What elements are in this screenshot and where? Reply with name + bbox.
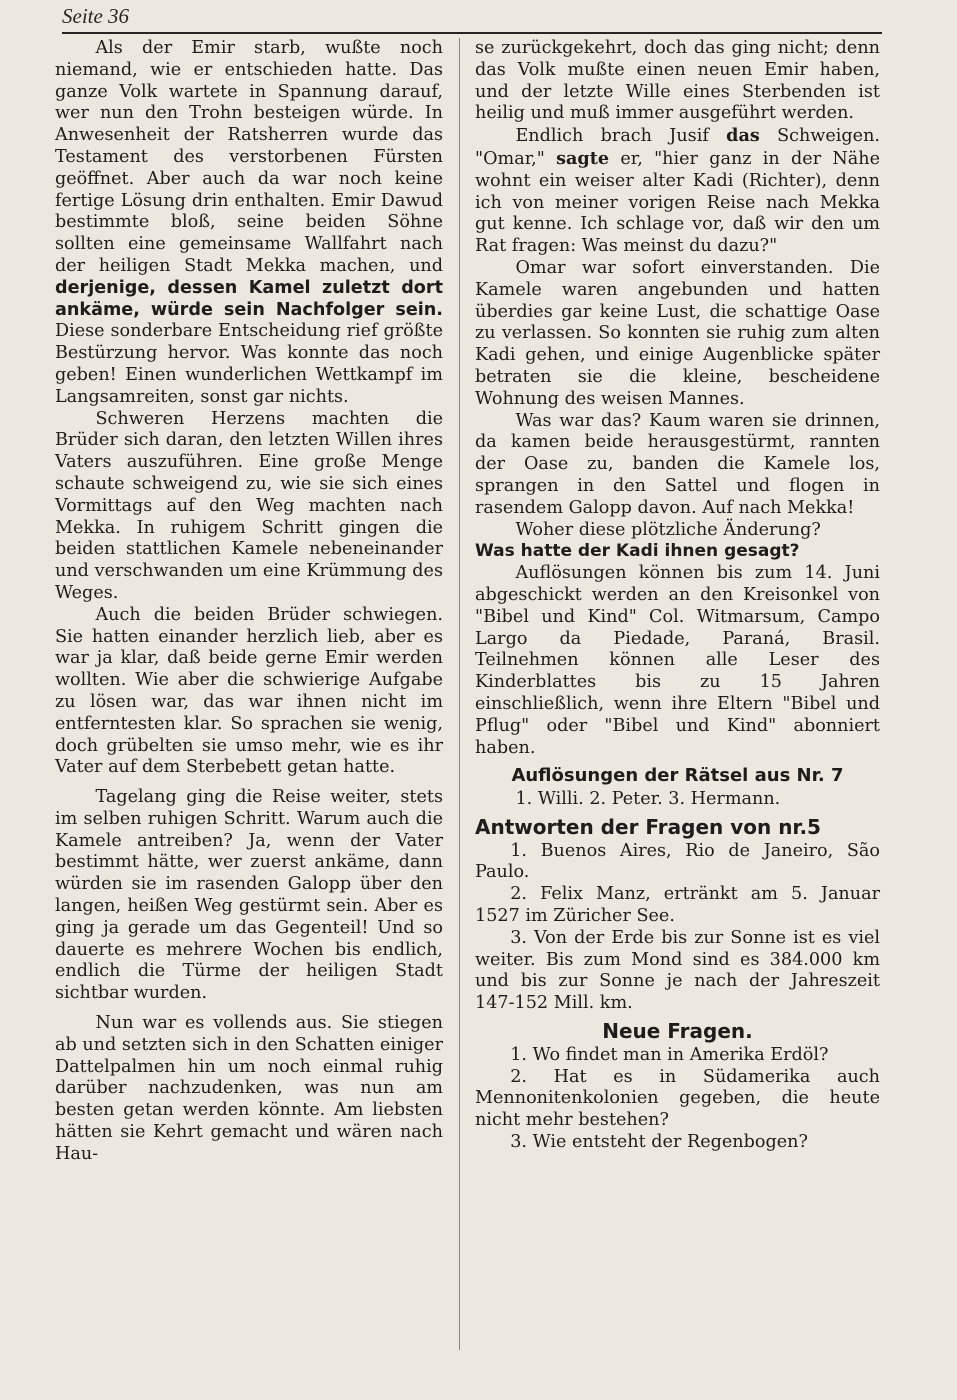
paragraph-text: er, "hier ganz in der Nähe wohnt ein weiser alter Kadi (Richter), denn ich von meiner vorigen Reise nach Mekka gut kenne. Ich schlage vor, daß wir den um Rat fragen: Was meinst du dazu?" (475, 148, 880, 257)
question-item: 1. Wo findet man in Amerika Erdöl? (510, 1044, 829, 1065)
story-paragraph-9: Was war das? Kaum waren sie drinnen, da kamen beide herausgestürmt, rannten der Oase zu, banden die Kamele los, sprangen in den Sattel und flogen in rasendem Galopp davon. Auf nach Mekka! (475, 410, 880, 518)
riddle-question: Was hatte der Kadi ihnen gesagt? (475, 541, 800, 562)
paragraph-text: Schweigen. "Omar," (475, 126, 880, 169)
right-column (475, 38, 880, 1154)
story-paragraph-8: Omar war sofort einverstanden. Die Kamele waren angebunden und hatten überdies gar keine Lust, die schattige Oase zu verlassen. So konnten sie ruhig zum alten Kadi gehen, und einige Augenblicke später betraten sie die kleine, bescheidene Wohnung des weisen Mannes. (475, 257, 880, 409)
solutions-text: 1. Willi. 2. Peter. 3. Hermann. (515, 789, 781, 810)
story-paragraph-10: Woher diese plötzliche Änderung? (515, 519, 821, 540)
emphasized-text: sagte (556, 147, 610, 169)
paragraph-text: Diese sonderbare Entscheidung rief größte Bestürzung hervor. Was konnte das noch geben! Einen wunderlichen Wettkampf im Langsamreiten, sonst gar nichts. (55, 321, 443, 407)
story-paragraph-6: se zurückgekehrt, doch das ging nicht; denn das Volk mußte einen neuen Emir haben, und der letzte Wille eines Sterbenden ist heilig und muß immer ausgeführt werden. (475, 38, 880, 124)
answers-heading: Antworten der Fragen von nr.5 (475, 814, 821, 839)
header-rule (62, 32, 882, 34)
question-item: 3. Wie entsteht der Regenbogen? (510, 1132, 808, 1153)
answer-item: 1. Buenos Aires, Rio de Janeiro, São Paulo. (475, 840, 880, 883)
answer-item: 2. Felix Manz, ertränkt am 5. Januar 1527 im Züricher See. (475, 884, 880, 927)
story-paragraph-7 (475, 125, 880, 258)
emphasized-text: derjenige, dessen Kamel zuletzt dort ankäme, würde sein Nachfolger sein. (55, 277, 443, 320)
story-paragraph-4: Tagelang ging die Reise weiter, stets im selben ruhigen Schritt. Warum auch die Kamele antreiben? Ja, wenn der Vater bestimmt hätte, wer zuerst ankäme, dann würden sie im rasenden Galopp über den langen, heißen Weg gestürmt sein. Aber es ging ja gerade um das Gegenteil! Und so dauerte es mehrere Wochen bis endlich, endlich die Türme der heiligen Stadt sichtbar wurden. (55, 787, 443, 1004)
page-number: Seite 36 (62, 4, 130, 28)
new-questions-list (475, 1045, 880, 1154)
paragraph-text: Als der Emir starb, wußte noch niemand, wie er entschieden hatte. Das ganze Volk wartete in Spannung darauf, wer nun den Trohn besteigen würde. In Anwesenheit der Ratsherren wurde das Testament des verstorbenen Fürsten geöffnet. Aber auch da war noch keine fertige Lösung drin enthalten. Emir Dawud bestimmte bloß, seine beiden Söhne sollten eine gemeinsame Wallfahrt nach der heiligen Stadt Mekka machen, und (55, 38, 443, 276)
answers-list (475, 841, 880, 1015)
answer-item: 3. Von der Erde bis zur Sonne ist es viel weiter. Bis zum Mond sind es 384.000 km und bis zur Sonne je nach der Jahreszeit 147-152 Mill. km. (475, 927, 880, 1014)
page-header (62, 4, 882, 32)
new-questions-heading: Neue Fragen. (602, 1019, 753, 1044)
paragraph-text: Endlich brach Jusif (515, 126, 727, 147)
story-paragraph-5: Nun war es vollends aus. Sie stiegen ab und setzten sich in den Schatten einiger Dattelpalmen hin um noch einmal ruhig darüber nachzudenken, was nun am besten getan werden könnte. Am liebsten hätten sie Kehrt gemacht und wären nach Hau- (55, 1013, 443, 1164)
story-paragraph-3: Auch die beiden Brüder schwiegen. Sie hatten einander herzlich lieb, aber es war ja klar, daß beide gerne Emir werden wollten. Wie aber die schwierige Aufgabe zu lösen war, das war ihnen nicht im entferntesten klar. So sprachen sie wenig, doch grübelten sie umso mehr, wie es ihr Vater auf dem Sterbebett getan hatte. (55, 604, 443, 778)
submission-info: Auflösungen können bis zum 14. Juni abgeschickt werden an den Kreisonkel von "Bibel und Kind" Col. Witmarsum, Campo Largo da Piedade, Paraná, Brasil. Teilnehmen können alle Leser des Kinderblattes bis zu 15 Jahren einschließlich, wenn ihre Eltern "Bibel und Pflug" oder "Bibel und Kind" abonniert haben. (475, 563, 880, 758)
story-paragraph-2: Schweren Herzens machten die Brüder sich daran, den letzten Willen ihres Vaters auszuführen. Eine große Menge schaute schweigend zu, wie sie sich eines Vormittags auf den Weg machten nach Mekka. In ruhigem Schritt gingen die beiden stattlichen Kamele nebeneinander und verschwanden um eine Krümmung des Weges. (55, 408, 443, 603)
left-column (55, 38, 443, 1166)
question-item: 2. Hat es in Südamerika auch Mennonitenkolonien gegeben, die heute nicht mehr bestehen? (475, 1066, 880, 1131)
solutions-heading: Auflösungen der Rätsel aus Nr. 7 (511, 765, 844, 787)
emphasized-text: das (726, 125, 760, 147)
story-paragraph-1 (55, 38, 443, 409)
column-divider (459, 38, 460, 1350)
